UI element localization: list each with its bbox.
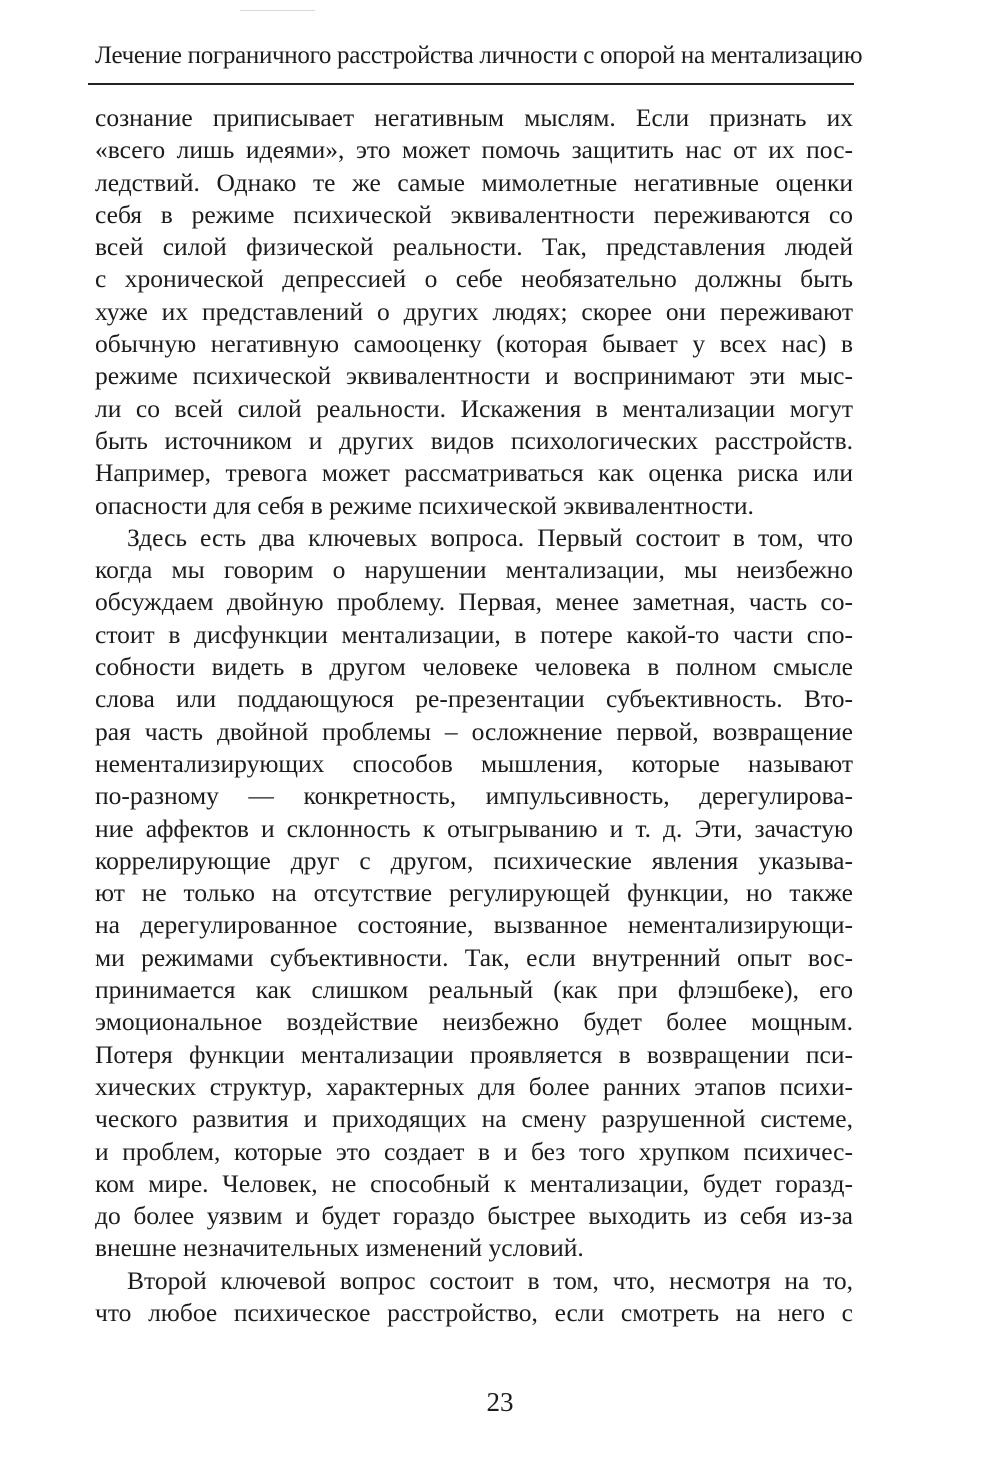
text-line: принимается как слишком реальный (как при флэшбеке), его (95, 975, 853, 1005)
text-line: ком мире. Человек, не способный к ментализации, будет горазд- (95, 1168, 853, 1198)
text-line: ми режимами субъективности. Так, если внутренний опыт вос- (95, 942, 853, 972)
text-line: Например, тревога может рассматриваться как оценка риска или (95, 458, 853, 488)
text-line: с хронической депрессией о себе необязательно должны быть (95, 264, 853, 294)
text-line: хических структур, характерных для более ранних этапов психи- (95, 1071, 853, 1101)
text-line: опасности для себя в режиме психической эквивалентности. (95, 490, 754, 520)
text-line: «всего лишь идеями», это может помочь защитить нас от их пос- (95, 135, 853, 165)
paragraph-3 (95, 1265, 853, 1330)
text-line: ние аффектов и склонность к отыгрыванию и т. д. Эти, зачастую (95, 813, 853, 843)
text-line: сознание приписывает негативным мыслям. Если признать их (95, 103, 853, 132)
text-line: Потеря функции ментализации проявляется в возвращении пси- (95, 1039, 853, 1069)
text-line: на дерегулированное состояние, вызванное нементализирующи- (95, 910, 853, 940)
text-line: нементализирующих способов мышления, которые называют (95, 748, 853, 778)
text-line: быть источником и других видов психологических расстройств. (95, 425, 853, 455)
running-head: Лечение пограничного расстройства личности с опорой на ментализацию (95, 42, 863, 69)
scan-artifact-line (240, 10, 315, 11)
text-line: рая часть двойной проблемы – осложнение первой, возвращение (95, 716, 853, 746)
text-line: когда мы говорим о нарушении ментализации, мы неизбежно (95, 555, 853, 585)
text-line: ледствий. Однако те же самые мимолетные негативные оценки (95, 167, 853, 197)
text-line: обычную негативную самооценку (которая бывает у всех нас) в (95, 329, 853, 359)
text-line: режиме психической эквивалентности и воспринимают эти мыс- (95, 361, 853, 391)
page-number: 23 (486, 1387, 514, 1417)
text-line: слова или поддающуюся ре-презентации субъективность. Вто- (95, 684, 853, 714)
text-line: ческого развития и приходящих на смену разрушенной системе, (95, 1104, 853, 1134)
text-line: и проблем, которые это создает в и без того хрупком психичес- (95, 1136, 853, 1166)
text-line: хуже их представлений о других людях; скорее они переживают (95, 296, 853, 326)
text-line: себя в режиме психической эквивалентности переживаются со (95, 199, 853, 229)
body-text (95, 102, 853, 1329)
text-line: Здесь есть два ключевых вопроса. Первый состоит в том, что (127, 522, 853, 552)
text-line: эмоциональное воздействие неизбежно будет более мощным. (95, 1007, 853, 1037)
text-line: всей силой физической реальности. Так, представления людей (95, 232, 853, 262)
text-line: Второй ключевой вопрос состоит в том, что, несмотря на то, (127, 1265, 853, 1295)
header-rule (88, 83, 854, 85)
text-line: собности видеть в другом человеке человека в полном смысле (95, 652, 853, 682)
text-line: обсуждаем двойную проблему. Первая, менее заметная, часть со- (95, 587, 853, 617)
text-line: коррелирующие друг с другом, психические явления указыва- (95, 845, 853, 875)
text-line: до более уязвим и будет гораздо быстрее выходить из себя из-за (95, 1201, 853, 1231)
text-line: что любое психическое расстройство, если смотреть на него с (95, 1297, 853, 1327)
text-line: ют не только на отсутствие регулирующей функции, но также (95, 878, 853, 908)
text-line: внешне незначительных изменений условий. (95, 1233, 584, 1263)
text-line: стоит в дисфункции ментализации, в потере какой-то части спо- (95, 619, 853, 649)
paragraph-2 (95, 522, 853, 1265)
text-line: ли со всей силой реальности. Искажения в ментализации могут (95, 393, 853, 423)
text-line: по-разному — конкретность, импульсивность, дерегулирова- (95, 781, 853, 811)
paragraph-1 (95, 102, 853, 522)
